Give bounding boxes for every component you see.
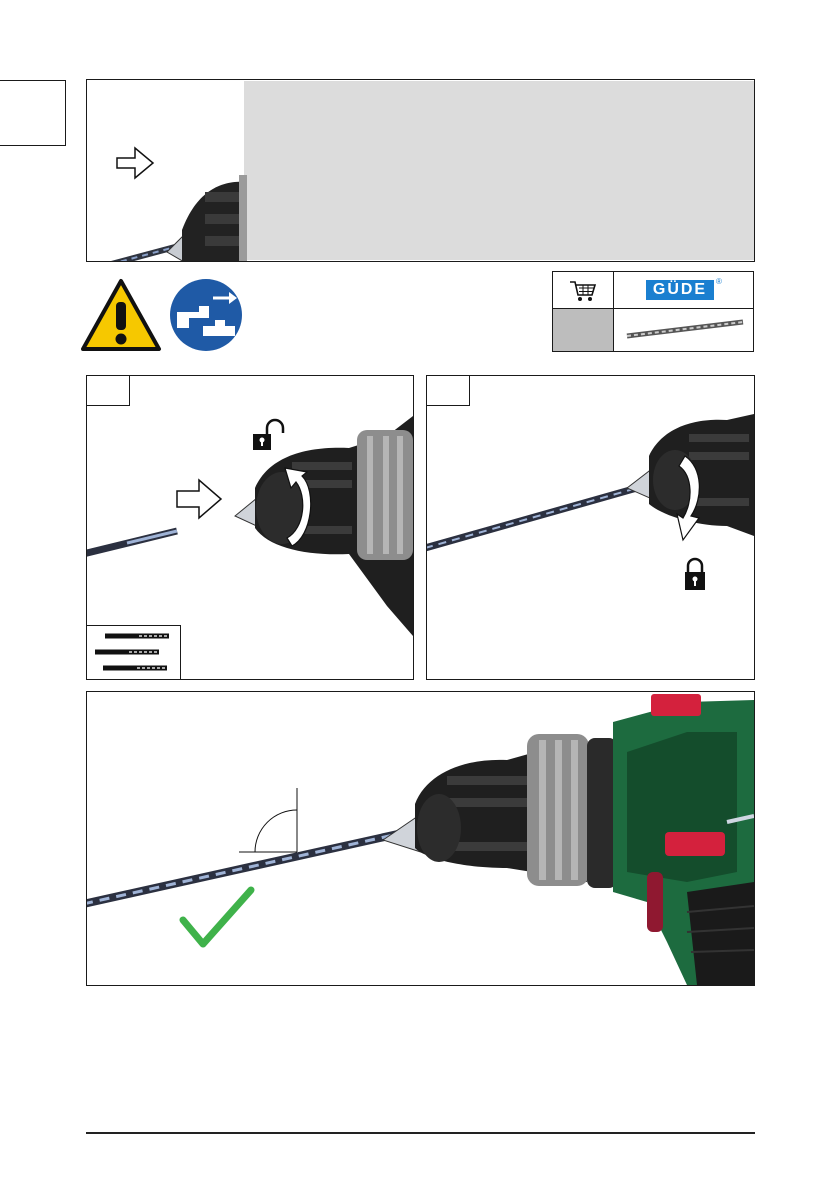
language-tab xyxy=(0,80,66,146)
drilling-panel xyxy=(86,691,755,986)
footer-rule xyxy=(86,1132,755,1134)
brand-logo-text: GÜDE xyxy=(652,281,708,298)
angle-icon xyxy=(239,788,297,852)
drill-bit-icon xyxy=(87,626,180,679)
lock-icon xyxy=(685,559,705,590)
lock-chuck-panel xyxy=(426,375,755,680)
brand-logo xyxy=(646,280,714,300)
arrow-icon xyxy=(177,480,221,518)
open-chuck-panel xyxy=(86,375,414,680)
shopping-cart-icon xyxy=(569,279,597,303)
unlock-icon xyxy=(253,420,283,450)
accessory-gray-cell xyxy=(553,309,613,351)
insert-bit-panel xyxy=(86,79,755,262)
lock-chuck-illustration xyxy=(427,376,754,679)
drill-bit xyxy=(87,531,177,554)
bit-type-inset xyxy=(86,625,181,680)
chuck-illustration xyxy=(87,80,247,261)
mode-selector xyxy=(651,694,701,716)
drill-bit xyxy=(427,488,637,548)
check-icon xyxy=(183,890,251,944)
direction-switch xyxy=(665,832,725,856)
disconnect-battery-icon xyxy=(169,278,243,352)
registered-mark: ® xyxy=(716,277,722,286)
drill-bit xyxy=(89,247,175,261)
arrow-icon xyxy=(117,148,153,178)
instruction-text-area xyxy=(244,81,754,260)
drill-bit-icon xyxy=(625,316,747,340)
warning-icon xyxy=(80,278,162,352)
trigger xyxy=(647,872,663,932)
drill-illustration xyxy=(87,692,754,985)
accessory-table xyxy=(552,271,754,352)
